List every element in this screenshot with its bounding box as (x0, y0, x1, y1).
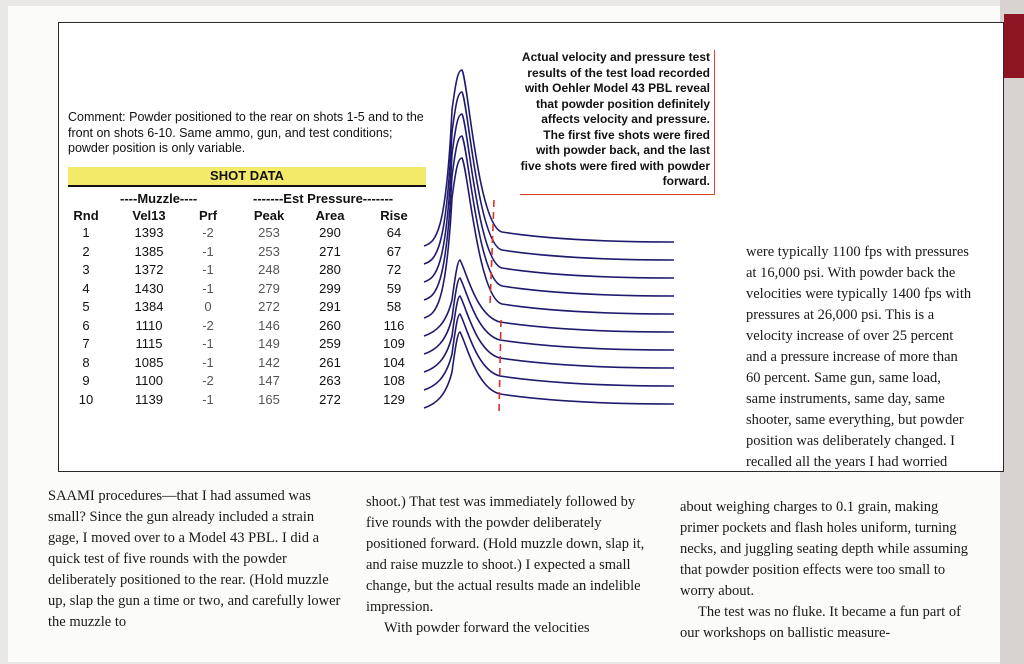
table-cell: 1115 (135, 336, 163, 351)
table-cell: 4 (82, 280, 90, 296)
right-column-top-text: were typically 1100 fps with pressures at 16,000 psi. With powder back the velocities were typically 1400 fps with pressures at 26,000 psi. This is a velocity increase of over 25 percent and a pressure increase of more than 60 percent. Same gun, same load, same instruments, same day, same shooter, same everything, but powder position was deliberately changed. I recalled all the years I had worried (746, 244, 972, 470)
table-cell: -1 (202, 262, 214, 277)
table-cell: 6 (82, 317, 90, 333)
table-cell: 253 (258, 225, 280, 240)
table-cell: 58 (386, 299, 402, 314)
table-cell: 280 (319, 262, 341, 277)
table-cell: 59 (386, 280, 402, 296)
middle-column (366, 492, 660, 639)
figure-callout: Actual velocity and pressure test results of the test load recorded with Oehler Model 43 PBL reveal that powder position definitely affects velocity and pressure. The first five shots were fired with powder back, and the last five shots were fired with powder forward. (520, 50, 715, 195)
table-cell: 291 (319, 299, 341, 314)
table-cell: 108 (383, 373, 405, 388)
table-cell: 248 (258, 262, 280, 277)
table-cell: -1 (202, 391, 214, 407)
table-cell: 260 (319, 317, 341, 333)
pressure-trace (424, 332, 674, 408)
table-cell: 64 (386, 225, 402, 240)
table-cell: 261 (319, 354, 341, 370)
table-cell: 67 (386, 243, 402, 259)
table-cell: 1085 (134, 354, 164, 370)
table-cell: 129 (383, 391, 405, 407)
muzzle-group-header: ----Muzzle---- (120, 191, 198, 206)
table-cell: 1385 (134, 243, 164, 259)
table-cell: -2 (202, 225, 214, 240)
table-cell: 5 (82, 299, 90, 314)
table-cell: -1 (202, 354, 214, 370)
right-column-paragraph-1: about weighing charges to 0.1 grain, making primer pockets and flash holes uniform, turning necks, and juggling seating depth while assuming that powder position effects were too small to worry about. (680, 499, 968, 599)
table-cell: 1100 (135, 373, 163, 388)
table-cell: 3 (82, 262, 90, 277)
table-cell: 1 (82, 225, 90, 240)
right-column-bottom (680, 497, 976, 644)
table-cell: 104 (383, 354, 405, 370)
table-cell: 1393 (134, 225, 164, 240)
table-cell: 8 (82, 354, 90, 370)
table-cell: 259 (319, 336, 341, 351)
table-cell: 9 (82, 373, 90, 388)
table-cell: -1 (202, 336, 214, 351)
table-cell: 263 (319, 373, 341, 388)
col-header-vel: Vel13 (132, 208, 166, 223)
col-header-area: Area (315, 208, 345, 223)
table-cell: 0 (204, 299, 212, 314)
table-cell: -2 (202, 317, 214, 333)
table-cell: 7 (82, 336, 90, 351)
table-cell: -1 (202, 280, 214, 296)
table-cell: 146 (258, 317, 280, 333)
table-cell: 1139 (135, 391, 163, 407)
table-cell: 109 (383, 336, 405, 351)
table-cell: 1372 (134, 262, 164, 277)
table-cell: -2 (202, 373, 214, 388)
table-cell: 142 (258, 354, 280, 370)
table-cell: 149 (258, 336, 280, 351)
table-cell: 1384 (134, 299, 164, 314)
table-cell: 72 (386, 262, 402, 277)
table-cell: 165 (258, 391, 280, 407)
table-cell: 1110 (135, 317, 163, 333)
table-cell: 2 (82, 243, 90, 259)
col-header-rise: Rise (380, 208, 408, 223)
figure-comment: Comment: Powder positioned to the rear on shots 1-5 and to the front on shots 6-10. Same ammo, gun, and test conditions; powder position is only variable. (68, 110, 424, 155)
middle-column-paragraph-2: With powder forward the velocities (384, 620, 590, 636)
left-column-text: SAAMI procedures—that I had assumed was small? Since the gun already included a strain gage, I moved over to a Model 43 PBL. I did a quick test of five rounds with the powder deliberately positioned to the rear. (Hold muzzle up, slap the gun a time or two, and carefully lower the muzzle to (48, 488, 341, 630)
col-header-peak: Peak (253, 208, 285, 223)
col-header-rnd: Rnd (73, 208, 99, 223)
table-cell: 271 (319, 243, 341, 259)
powder-forward-marker (499, 320, 501, 412)
table-cell: 272 (258, 299, 280, 314)
table-cell: 279 (258, 280, 280, 296)
table-cell: 253 (258, 243, 280, 259)
right-column-paragraph-2: The test was no fluke. It became a fun part of our workshops on ballistic measure- (680, 604, 961, 641)
table-cell: 290 (319, 225, 341, 240)
table-cell: 272 (319, 391, 341, 407)
table-cell: 147 (258, 373, 280, 388)
pressure-trace (424, 314, 674, 390)
table-cell: 116 (383, 317, 405, 333)
shot-data-title: SHOT DATA (68, 167, 426, 187)
pressure-group-header: -------Est Pressure------- (253, 191, 394, 206)
table-cell: 299 (319, 280, 341, 296)
col-header-prf: Prf (198, 208, 218, 223)
table-cell: 10 (78, 391, 94, 407)
middle-column-paragraph-1: shoot.) That test was immediately followed by five rounds with the powder deliberately positioned forward. (Hold muzzle down, slap it, and raise muzzle to shoot.) I expected a small change, but the actual results made an indelible impression. (366, 494, 645, 615)
table-cell: -1 (202, 243, 214, 259)
table-cell: 1430 (134, 280, 164, 296)
